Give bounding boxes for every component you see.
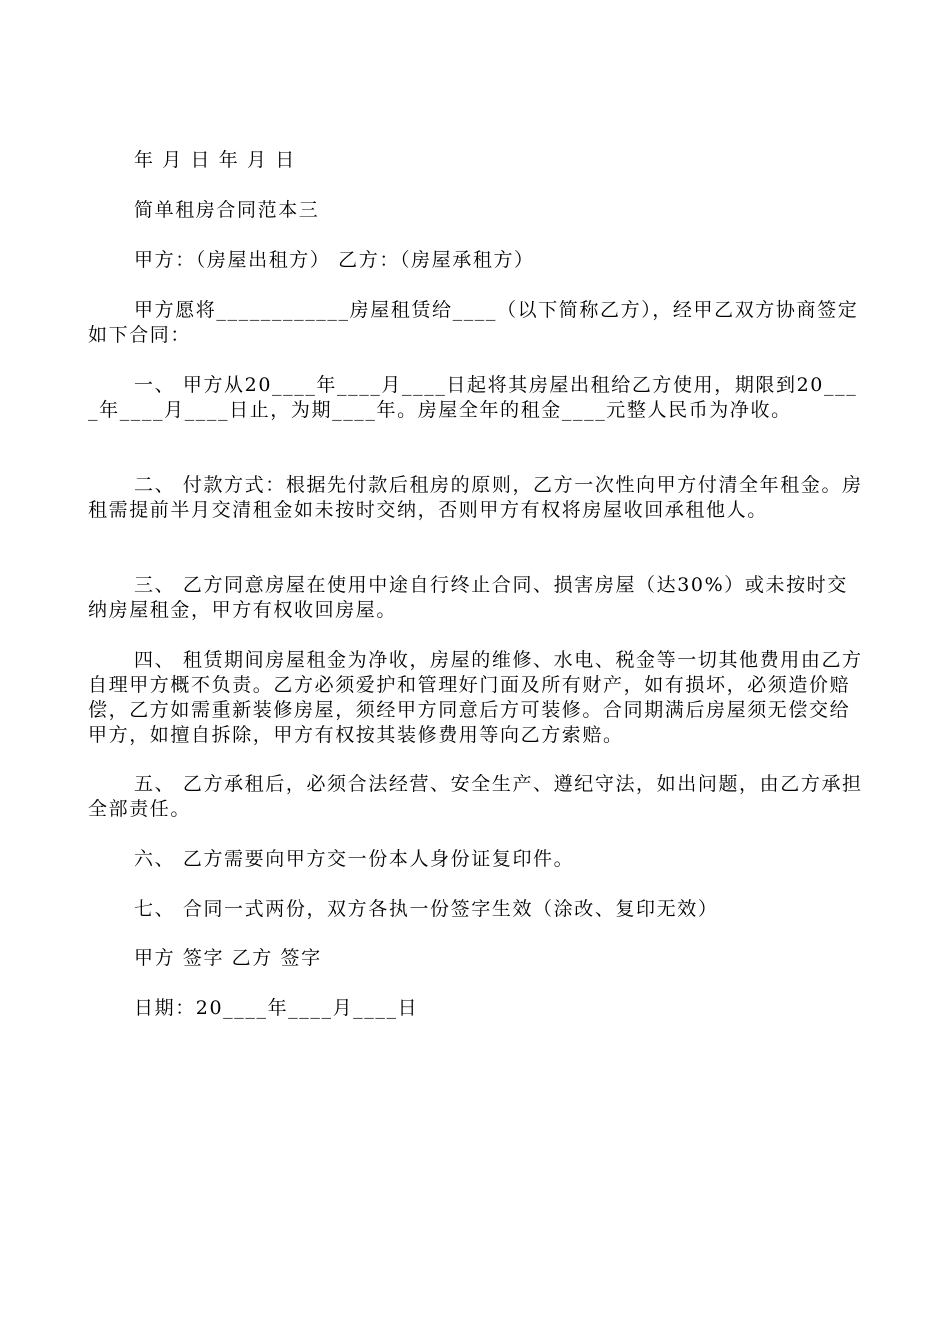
clause-4: 四、 租赁期间房屋租金为净收，房屋的维修、水电、税金等一切其他费用由乙方自理甲方概不负责。乙方必须爱护和管理好门面及所有财产，如有损坏，必须造价赔偿，乙方如需重新装修房屋，须经甲方同意后方可装修。合同期满后房屋须无偿交给甲方，如擅自拆除，甲方有权按其装修费用等向乙方索赔。 <box>88 649 863 746</box>
clause-3: 三、 乙方同意房屋在使用中途自行终止合同、损害房屋（达30%）或未按时交纳房屋租金，甲方有权收回房屋。 <box>88 574 848 621</box>
parties-line: 甲方：（房屋出租方） 乙方：（房屋承租方） <box>134 249 535 271</box>
signature-line: 甲方 签字 乙方 签字 <box>134 947 322 969</box>
intro-paragraph: 甲方愿将____________房屋租赁给____（以下简称乙方），经甲乙双方协商签定如下合同： <box>88 299 859 346</box>
document-title: 简单租房合同范本三 <box>134 199 320 221</box>
clause-2: 二、 付款方式：根据先付款后租房的原则，乙方一次性向甲方付清全年租金。房租需提前半月交清租金如未按时交纳，否则甲方有权将房屋收回承租他人。 <box>88 474 863 521</box>
clause-1: 一、 甲方从20____年____月____日起将其房屋出租给乙方使用，期限到20____年____月____日止，为期____年。房屋全年的租金____元整人民币为净收。 <box>88 374 858 421</box>
clause-7: 七、 合同一式两份，双方各执一份签字生效（涂改、复印无效） <box>134 898 719 920</box>
clause-6: 六、 乙方需要向甲方交一份本人身份证复印件。 <box>134 848 575 870</box>
signing-date-line: 日期：20____年____月____日 <box>134 997 419 1019</box>
date-line: 年 月 日 年 月 日 <box>134 149 296 171</box>
clause-5: 五、 乙方承租后，必须合法经营、安全生产、遵纪守法，如出问题，由乙方承担全部责任。 <box>88 773 863 820</box>
